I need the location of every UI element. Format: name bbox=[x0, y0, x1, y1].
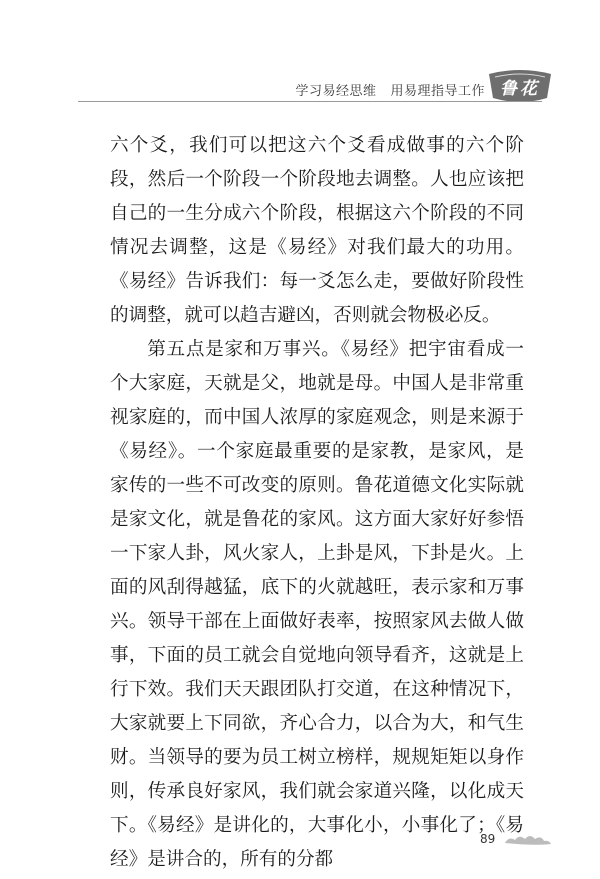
brand-name: 鲁花 bbox=[500, 79, 540, 99]
header-rule bbox=[78, 101, 542, 102]
running-head bbox=[250, 80, 485, 99]
cloud-ornament-icon bbox=[503, 832, 553, 848]
page-number: 89 bbox=[480, 832, 496, 846]
body-text bbox=[110, 129, 524, 877]
paragraph-family-harmony: 第五点是家和万事兴。《易经》把宇宙看成一个大家庭，天就是父，地就是母。中国人是非常重视家庭的，而中国人浓厚的家庭观念，则是来源于《易经》。一个家庭最重要的是家教，是家风，是家传的一些不可改变的原则。鲁花道德文化实际就是家文化，就是鲁花的家风。这方面大家好好参悟一下家人卦，风火家人，上卦是风，下卦是火。上面的风刮得越猛，底下的火就越旺，表示家和万事兴。领导干部在上面做好表率，按照家风去做人做事，下面的员工就会自觉地向领导看齐，这就是上行下效。我们天天跟团队打交道，在这种情况下，大家就要上下同欲，齐心合力，以合为大，和气生财。当领导的要为员工树立榜样，规规矩矩以身作则，传承良好家风，我们就会家道兴隆，以化成天下。《易经》是讲化的，大事化小，小事化了；《易经》是讲合的，所有的分都 bbox=[110, 339, 524, 870]
running-title-left: 学习易经思维 bbox=[295, 84, 377, 99]
paragraph-continued: 六个爻，我们可以把这六个爻看成做事的六个阶段，然后一个阶段一个阶段地去调整。人也应该把自己的一生分成六个阶段，根据这六个阶段的不同情况去调整，这是《易经》对我们最大的功用。《易经》告诉我们：每一爻怎么走，要做好阶段性的调整，就可以趋吉避凶，否则就会物极必反。 bbox=[110, 135, 524, 326]
running-title-right: 用易理指导工作 bbox=[390, 84, 485, 99]
